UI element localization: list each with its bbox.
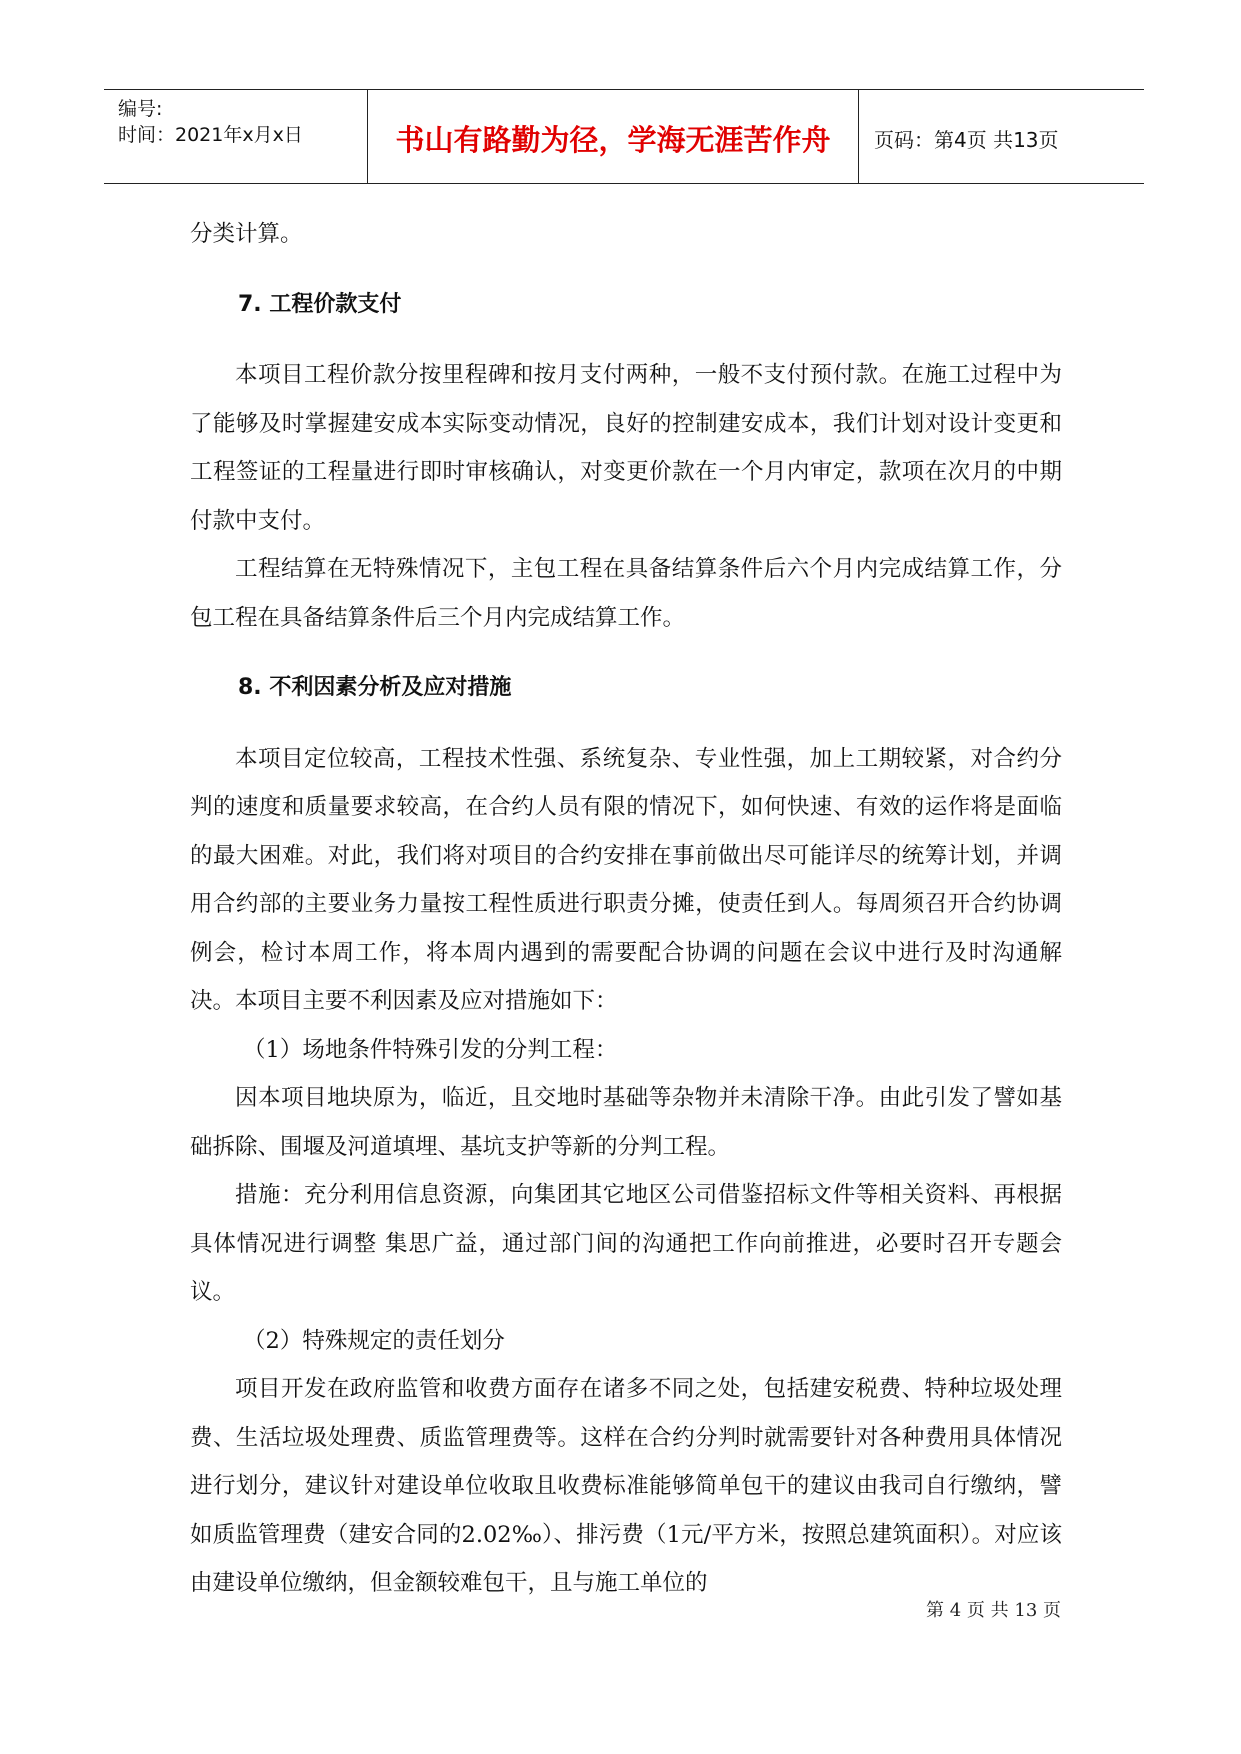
paragraph: 本项目定位较高，工程技术性强、系统复杂、专业性强，加上工期较紧，对合约分判的速度和质量要求较高，在合约人员有限的情况下，如何快速、有效的运作将是面临的最大困难。对此，我们将对项目的合约安排在事前做出尽可能详尽的统筹计划，并调用合约部的主要业务力量按工程性质进行职责分摊，使责任到人。每周须召开合约协调例会，检讨本周工作，将本周内遇到的需要配合协调的问题在会议中进行及时沟通解决。本项目主要不利因素及应对措施如下： bbox=[190, 745, 1062, 1014]
subheading-2: （2）特殊规定的责任划分 bbox=[243, 1327, 505, 1354]
paragraph: 本项目工程价款分按里程碑和按月支付两种，一般不支付预付款。在施工过程中为了能够及时掌握建安成本实际变动情况，良好的控制建安成本，我们计划对设计变更和工程签证的工程量进行即时审核确认，对变更价款在一个月内审定，款项在次月的中期付款中支付。 bbox=[190, 362, 1062, 534]
section-heading-7: 7. 工程价款支付 bbox=[238, 291, 402, 317]
number-label: 编号: bbox=[118, 98, 163, 120]
header-motto-cell bbox=[368, 90, 859, 183]
header-page-info: 页码：第4页 共13页 bbox=[874, 128, 1059, 152]
page-header bbox=[104, 89, 1144, 184]
paragraph: 工程结算在无特殊情况下，主包工程在具备结算条件后六个月内完成结算工作，分包工程在具备结算条件后三个月内完成结算工作。 bbox=[190, 556, 1062, 631]
paragraph: 因本项目地块原为，临近，且交地时基础等杂物并未清除干净。由此引发了譬如基础拆除、围堰及河道填埋、基坑支护等新的分判工程。 bbox=[190, 1085, 1062, 1160]
page-footer: 第 4 页 共 13 页 bbox=[926, 1600, 1061, 1621]
document-body bbox=[190, 210, 1062, 1608]
paragraph: 措施：充分利用信息资源，向集团其它地区公司借鉴招标文件等相关资料、再根据具体情况进行调整 集思广益，通过部门间的沟通把工作向前推进，必要时召开专题会议。 bbox=[190, 1182, 1062, 1305]
paragraph: 分类计算。 bbox=[190, 221, 303, 247]
section-heading-8: 8. 不利因素分析及应对措施 bbox=[238, 675, 512, 700]
subheading-1: （1）场地条件特殊引发的分判工程： bbox=[243, 1036, 618, 1063]
header-meta-cell bbox=[104, 90, 368, 183]
header-page-cell bbox=[860, 90, 1144, 183]
time-line: 时间：2021年x月x日 bbox=[118, 124, 303, 146]
paragraph: 项目开发在政府监管和收费方面存在诸多不同之处，包括建安税费、特种垃圾处理费、生活垃圾处理费、质监管理费等。这样在合约分判时就需要针对各种费用具体情况进行划分，建议针对建设单位收取且收费标准能够简单包干的建议由我司自行缴纳，譬如质监管理费（建安合同的2.02‰）、排污费（1元/平方米，按照总建筑面积）。对应该由建设单位缴纳，但金额较难包干，且与施工单位的 bbox=[190, 1376, 1062, 1596]
header-motto: 书山有路勤为径，学海无涯苦作舟 bbox=[395, 123, 831, 157]
